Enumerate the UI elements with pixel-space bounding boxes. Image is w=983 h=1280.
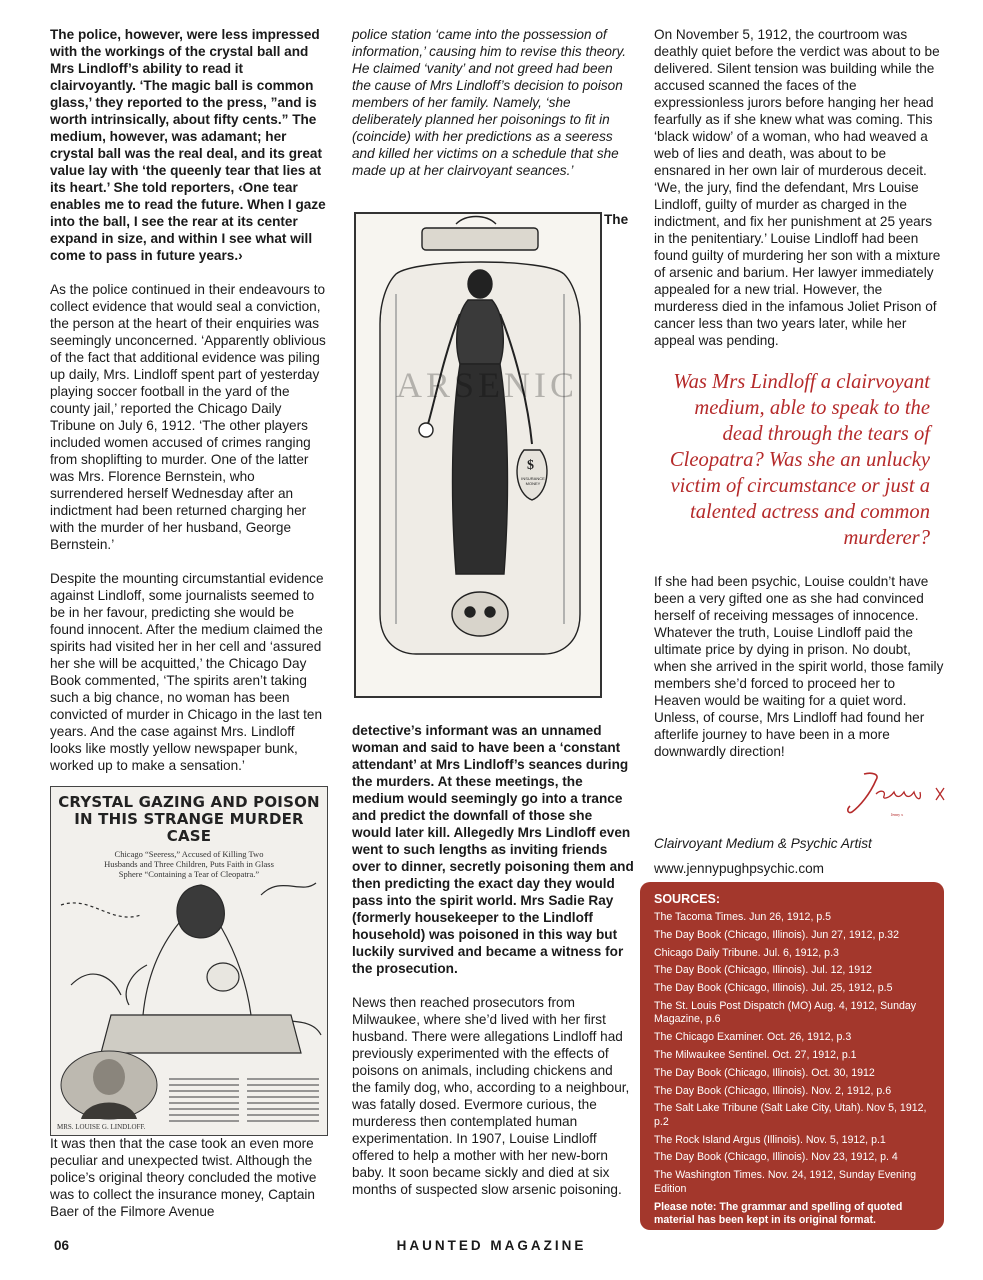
clipping-caption: MRS. LOUISE G. LINDLOFF. [57, 1123, 146, 1131]
column-1-lower [50, 1135, 330, 1237]
sources-list [654, 911, 930, 1196]
page-number: 06 [54, 1238, 70, 1253]
jar-drawing [356, 214, 602, 698]
source-item: The Tacoma Times. Jun 26, 1912, p.5 [654, 911, 832, 923]
pull-quote: Was Mrs Lindloff a clairvoyant medium, able to speak to the dead through the tears of Cleopatra? Was she an unlucky victim of circumstance or just a talented actress and common murderer? [669, 371, 930, 549]
crystal-gazer-illustration [51, 865, 328, 1055]
newsprint-text-block [169, 1075, 319, 1131]
portrait-photo [57, 1049, 161, 1121]
intro-paragraph: The police, however, were less impressed with the workings of the crystal ball and Mrs Lindloff’s ability to read it clairvoyantly. ‘The magic ball is common glass,’ they reported to the press, ”and is worth intrinsically, about fifty cents.” The medium, however, was adamant; her crystal ball was the real deal, and its great value lay with ‘the queenly tear that lies at its heart.’ She told reporters, ‹One tear enables me to read the future. When I gaze into the ball, I see the rear at its center expand in size, and within I see what will come to pass in future years.› [50, 27, 326, 263]
column-2-lower [352, 722, 635, 1215]
jar-label-text: ARSENIC [396, 365, 579, 405]
magazine-name: HAUNTED MAGAZINE [396, 1238, 587, 1253]
source-item: The Salt Lake Tribune (Salt Lake City, Utah). Nov 5, 1912, p.2 [654, 1102, 927, 1128]
paragraph-vanity: police station ‘came into the possession of information,’ causing him to revise this theory. He claimed ‘vanity’ and not greed had been the cause of Mrs Lindloff’s decision to poison members of her family. Namely, ‘she deliberately planned her poisonings to fit in (coincide) with her predictions as a seeress and killed her victims on a schedule that she made up at her clairvoyant seances.’ [352, 27, 627, 178]
source-item: The Day Book (Chicago, Illinois). Jul. 25, 1912, p.5 [654, 982, 893, 995]
money-bag-symbol: $ [527, 458, 534, 473]
source-item: The Rock Island Argus (Illinois). Nov. 5, 1912, p.1 [654, 1133, 886, 1146]
sources-box [640, 882, 944, 1230]
author-credit: Clairvoyant Medium & Psychic Artist [654, 836, 872, 851]
sources-note: Please note: The grammar and spelling of quoted material has been kept in its original format. [654, 1200, 903, 1227]
source-item: The Day Book (Chicago, Illinois). Nov 23, 1912, p. 4 [654, 1151, 898, 1164]
newspaper-clipping-crystal-gazing [50, 786, 328, 1136]
signature-text: Jenny x [890, 812, 904, 817]
source-item: The Day Book (Chicago, Illinois). Nov. 2, 1912, p.6 [654, 1084, 892, 1097]
sources-title: SOURCES: [654, 892, 720, 906]
author-signature [842, 770, 952, 818]
source-item: The Day Book (Chicago, Illinois). Jul. 12, 1912 [654, 964, 872, 977]
paragraph-verdict: On November 5, 1912, the courtroom was deathly quiet before the verdict was about to be delivered. Silent tension was building while the accused scanned the faces of the expressionless jurors before hanging her head fearfully as if she knew what was coming. This ‘black widow’ of a woman, who had weaved a web of lies and death, was about to be ensnared in her own lair of murderous deceit. ‘We, the jury, find the defendant, Mrs Louise Lindloff, guilty of murder as charged in the indictment, and fix her punishment at 25 years in the penitentiary.’ Louise Lindloff had been found guilty of murdering her son with a mixture of arsenic and barium. Her lawyer immediately appealed for a new trial. However, the murderess died in the infamous Joliet Prison of cancer less than two years later, while her appeal was pending. [654, 27, 941, 348]
paragraph-journalists: Despite the mounting circumstantial evidence against Lindloff, some journalists seemed to be in her favour, predicting she would be found innocent. After the medium claimed the spirits had visited her in her cell and ‘assured her she will be acquitted,’ the Chicago Day Book commented, ‘The spirits aren’t taking such a big chance, no woman has been convicted of murder in Chicago in the last ten years. And the case against Mrs. Lindloff looks like mostly yellow newspaper bunk, worked up to make a sensation.’ [50, 571, 324, 773]
source-item: The Milwaukee Sentinel. Oct. 27, 1912, p.1 [654, 1048, 857, 1061]
column-1 [50, 26, 330, 791]
source-item: The Day Book (Chicago, Illinois). Jun 27, 1912, p.32 [654, 928, 899, 941]
author-website-link[interactable]: www.jennypughpsychic.com [654, 861, 825, 876]
source-item: The St. Louis Post Dispatch (MO) Aug. 4, 1912, Sunday Magazine, p.6 [654, 999, 917, 1026]
source-item: Chicago Daily Tribune. Jul. 6, 1912, p.3 [654, 946, 839, 959]
paragraph-milwaukee: News then reached prosecutors from Milwaukee, where she’d lived with her first husband. There were allegations Lindloff had previously experimented with the effects of poisons on animals, including chickens and the family dog, who, according to a neighbour, was fatally dosed. Evermore curious, the murderess then contemplated human experimentation. In 1907, Louise Lindloff offered to help a mother with her new-born baby. It soon became sickly and died at six months of suspected slow arsenic poisoning. [352, 995, 630, 1197]
source-item: The Day Book (Chicago, Illinois). Oct. 30, 1912 [654, 1066, 875, 1079]
arsenic-jar-illustration [354, 212, 602, 698]
column-3 [654, 26, 944, 777]
clipping-subhead: Chicago “Seeress,” Accused of Killing Two Husbands and Three Children, Puts Faith in Glass Sphere “Containing a Tear of Cleopatra.” [104, 849, 274, 879]
paragraph-twist: It was then that the case took an even more peculiar and unexpected twist. Although the police’s original theory concluded the motive was to collect the insurance money, Captain Baer of the Filmore Avenue [50, 1136, 317, 1219]
paragraph-informant: detective’s informant was an unnamed woman and said to have been a ‘constant attendant’ at Mrs Lindloff’s seances during the murders. At these meetings, the medium would seemingly go into a trance and predict the downfall of those she would later kill. Allegedly Mrs Lindloff even went to such lengths as inviting friends over to dinner, secretly poisoning them and then predicting the exact day they would pass into the spirit world. Mrs Sadie Ray (formerly housekeeper to the Lindloff household) was poisoned in this way but luckily survived and became a witness for the prosecution. [352, 723, 634, 976]
column-2 [352, 26, 635, 196]
clipping-headline: CRYSTAL GAZING AND POISON IN THIS STRANGE MURDER CASE [58, 793, 320, 845]
continued-word-the: The [604, 212, 629, 227]
paragraph-conclusion: If she had been psychic, Louise couldn’t have been a very gifted one as she had convinced herself of receiving messages of innocence. Whatever the truth, Louise Lindloff paid the ultimate price by dying in prison. No doubt, when she arrived in the spirit world, those family members she’d forced to proceed her to Heaven would be waiting for a quiet word. Unless, of course, Mrs Lindloff had found her afterlife journey to have been in a more downwardly direction! [654, 574, 944, 759]
paragraph-football: As the police continued in their endeavours to collect evidence that would seal a conviction, the person at the heart of their enquiries was seemingly unconcerned. ‘Apparently oblivious of the fact that additional evidence was piling up daily, Mrs. Lindloff spent part of yesterday playing soccer football in the yard of the county jail,’ reported the Chicago Daily Tribune on July 6, 1912. ‘The other players included women accused of crimes ranging from shoplifting to murder. One of the latter was Mrs. Florence Bernstein, who surrendered herself Wednesday after an indictment had been returned charging her with the murder of her husband, George Bernstein.’ [50, 282, 326, 552]
source-item: The Chicago Examiner. Oct. 26, 1912, p.3 [654, 1031, 852, 1044]
source-item: The Washington Times. Nov. 24, 1912, Sunday Evening Edition [654, 1169, 917, 1195]
money-bag-label: INSURANCE MONEY [521, 476, 545, 486]
